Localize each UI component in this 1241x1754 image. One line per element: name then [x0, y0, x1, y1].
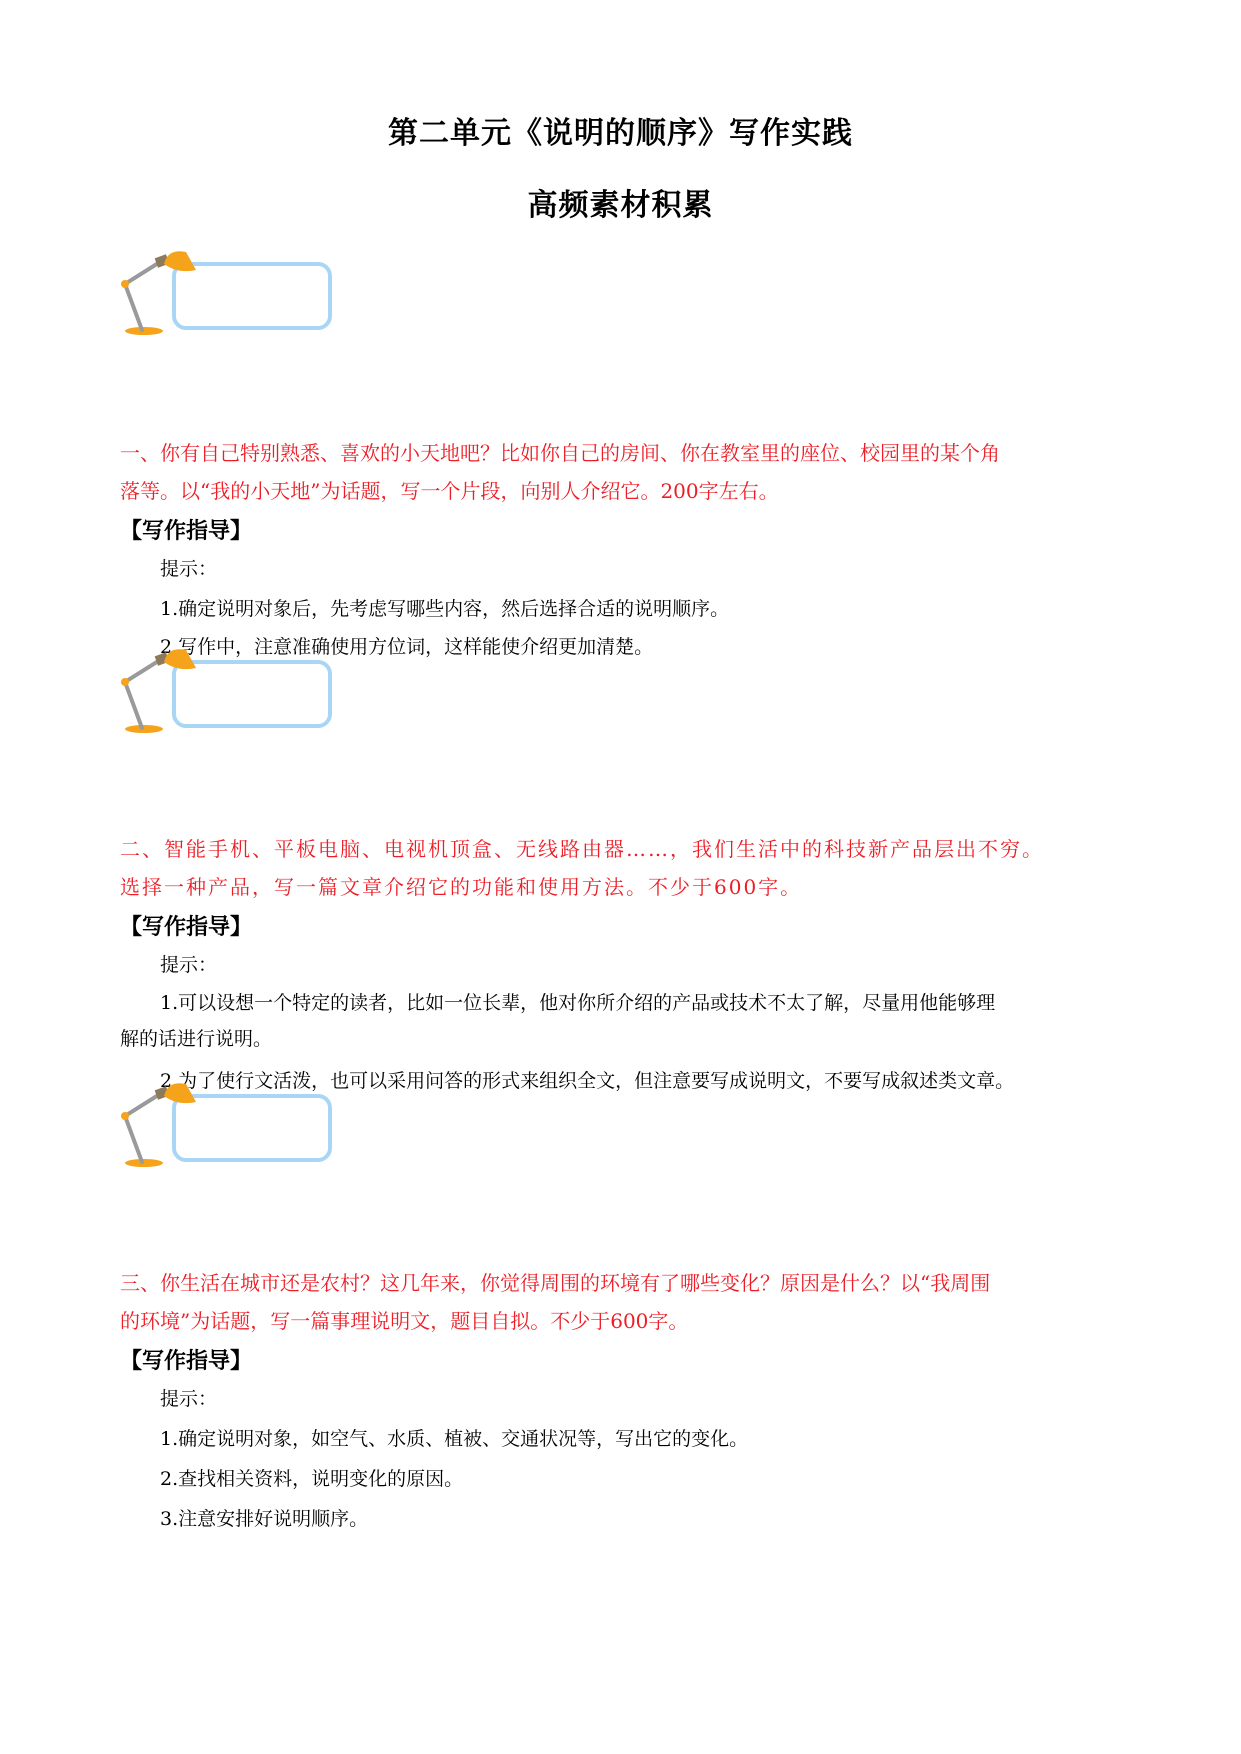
tip-2-1-line-2: 解的话进行说明。	[120, 1028, 273, 1050]
tip-2-2: 2.为了使行文活泼，也可以采用问答的形式来组织全文，但注意要写成说明文，不要写成叙述类文章。	[160, 1070, 1015, 1092]
page-subtitle: 高频素材积累	[527, 188, 714, 223]
tip-2-1-line-1: 1.可以设想一个特定的读者，比如一位长辈，他对你所介绍的产品或技术不太了解，尽量用他能够理	[160, 992, 996, 1014]
desk-lamp-icon	[120, 1082, 380, 1182]
page-title: 第二单元《说明的顺序》写作实践	[388, 116, 853, 151]
tip-1-1: 1.确定说明对象后，先考虑写哪些内容，然后选择合适的说明顺序。	[160, 598, 730, 620]
prompt-2-line-1: 二、智能手机、平板电脑、电视机顶盒、无线路由器……，我们生活中的科技新产品层出不穷。	[120, 837, 1044, 861]
guide-label-1: 【写作指导】	[120, 519, 253, 544]
prompt-1-line-1: 一、你有自己特别熟悉、喜欢的小天地吧？比如你自己的房间、你在教室里的座位、校园里的某个角	[120, 441, 1000, 465]
tip-3-2: 2.查找相关资料，说明变化的原因。	[160, 1468, 464, 1490]
tip-3-3: 3.注意安排好说明顺序。	[160, 1508, 369, 1530]
hint-label-1: 提示：	[160, 558, 218, 580]
guide-label-3: 【写作指导】	[120, 1349, 253, 1374]
hint-label-2: 提示：	[160, 954, 218, 976]
prompt-3-line-2: 的环境”为话题，写一篇事理说明文，题目自拟。不少于600字。	[120, 1309, 689, 1333]
prompt-1-line-2: 落等。以“我的小天地”为话题，写一个片段，向别人介绍它。200字左右。	[120, 479, 779, 503]
desk-lamp-icon	[120, 250, 380, 350]
desk-lamp-icon	[120, 648, 380, 748]
guide-label-2: 【写作指导】	[120, 915, 253, 940]
prompt-3-line-1: 三、你生活在城市还是农村？这几年来，你觉得周围的环境有了哪些变化？原因是什么？以“我周围	[120, 1271, 991, 1295]
hint-label-3: 提示：	[160, 1388, 218, 1410]
prompt-2-line-2: 选择一种产品，写一篇文章介绍它的功能和使用方法。不少于600字。	[120, 875, 803, 899]
tip-1-2: 2.写作中，注意准确使用方位词，这样能使介绍更加清楚。	[160, 636, 654, 658]
tip-3-1: 1.确定说明对象，如空气、水质、植被、交通状况等，写出它的变化。	[160, 1428, 749, 1450]
